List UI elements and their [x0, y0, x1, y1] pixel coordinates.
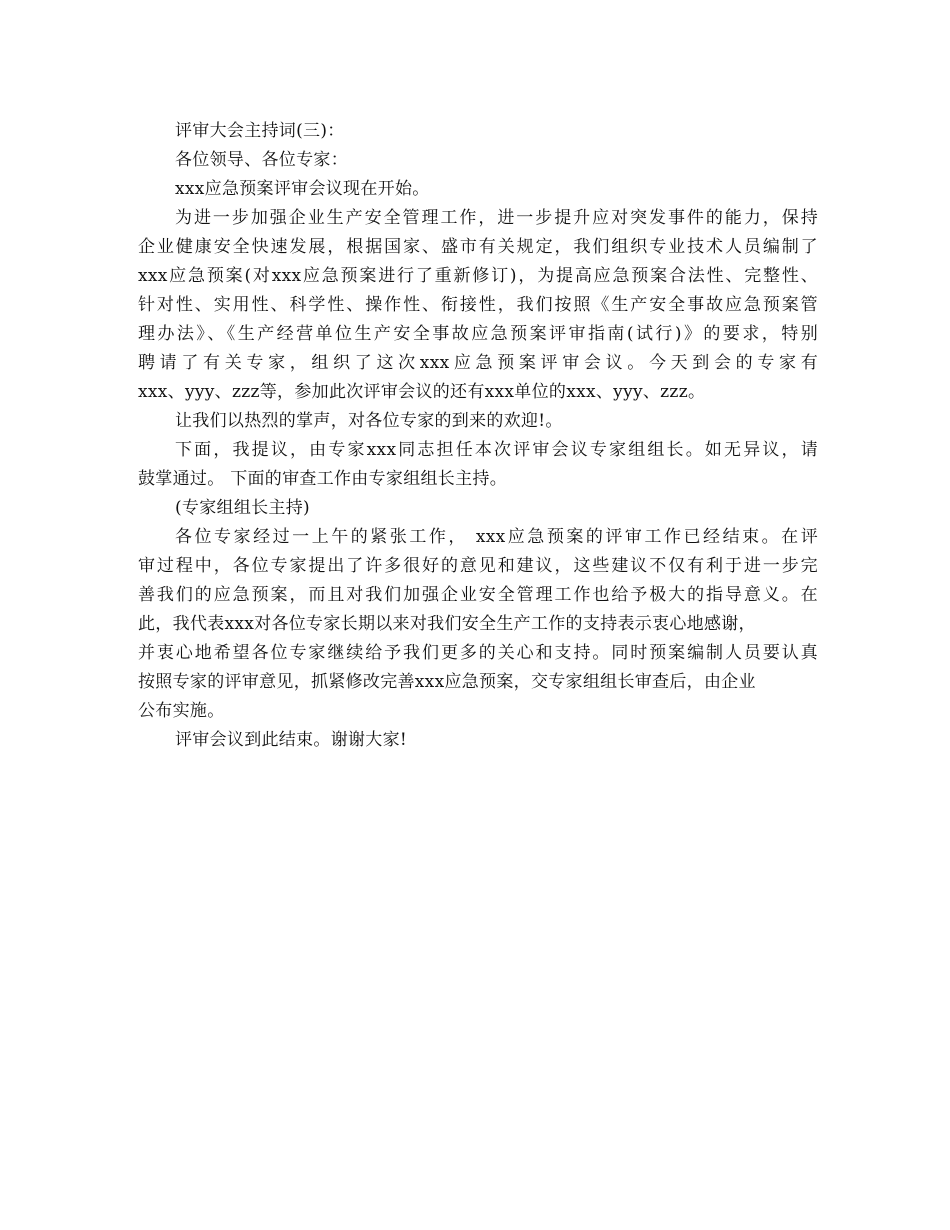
salutation: 各位领导、各位专家： — [175, 150, 348, 170]
closing-line: 评审会议到此结束。谢谢大家! — [175, 730, 408, 750]
paragraph-line: 企业健康安全快速发展，根据国家、盛市有关规定，我们组织专业技术人员编制了 — [138, 237, 818, 257]
paragraph-line: xxx、yyy、zzz等，参加此次评审会议的还有xxx单位的xxx、yyy、zzz。 — [138, 382, 706, 402]
paragraph-line: 审过程中，各位专家提出了许多很好的意见和建议，这些建议不仅有利于进一步完 — [138, 556, 818, 576]
paragraph-line: 下面，我提议，由专家xxx同志担任本次评审会议专家组组长。如无异议，请 — [175, 440, 818, 460]
paragraph-line: 聘请了有关专家，组织了这次xxx应急预案评审会议。今天到会的专家有 — [138, 353, 818, 373]
paragraph-line: xxx应急预案(对xxx应急预案进行了重新修订)，为提高应急预案合法性、完整性、 — [138, 266, 818, 286]
paragraph-line: 理办法》、《生产经营单位生产安全事故应急预案评审指南(试行)》的要求，特别 — [138, 324, 818, 344]
paragraph-line: 各位专家经过一上午的紧张工作， xxx应急预案的评审工作已经结束。在评 — [175, 527, 818, 547]
paragraph-line: 为进一步加强企业生产安全管理工作，进一步提升应对突发事件的能力，保持 — [175, 208, 818, 228]
paragraph-line: 此，我代表xxx对各位专家长期以来对我们安全生产工作的支持表示衷心地感谢， — [138, 614, 756, 634]
paragraph-proposal — [138, 436, 818, 494]
paragraph-line: 公布实施。 — [138, 701, 225, 721]
opening-line: xxx应急预案评审会议现在开始。 — [175, 179, 430, 199]
document-title: 评审大会主持词(三)： — [175, 121, 345, 141]
document-body — [138, 117, 818, 755]
host-note: (专家组组长主持) — [175, 498, 310, 518]
paragraph-purpose — [138, 204, 818, 407]
applause-line: 让我们以热烈的掌声，对各位专家的到来的欢迎!。 — [175, 411, 563, 431]
paragraph-conclusion — [138, 523, 818, 726]
paragraph-line: 善我们的应急预案，而且对我们加强企业安全管理工作也给予极大的指导意义。在 — [138, 585, 818, 605]
paragraph-line: 鼓掌通过。 下面的审查工作由专家组组长主持。 — [138, 469, 508, 489]
paragraph-line: 按照专家的评审意见，抓紧修改完善xxx应急预案，交专家组组长审查后，由企业 — [138, 672, 756, 692]
paragraph-line: 针对性、实用性、科学性、操作性、衔接性，我们按照《生产安全事故应急预案管 — [138, 295, 818, 315]
paragraph-line: 并衷心地希望各位专家继续给予我们更多的关心和支持。同时预案编制人员要认真 — [138, 643, 818, 663]
